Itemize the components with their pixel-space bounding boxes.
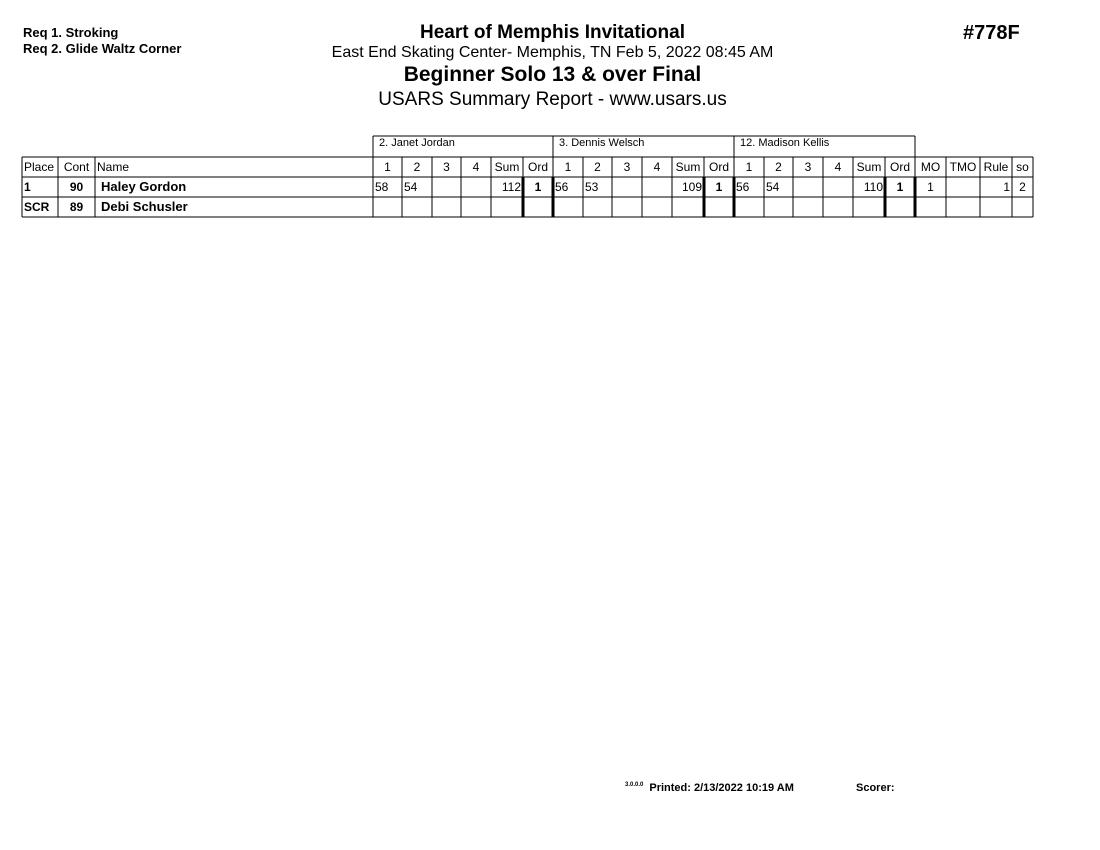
column-header-tmo: TMO: [949, 160, 977, 174]
cell-score-1: 56: [555, 180, 569, 194]
print-footer: [625, 782, 794, 794]
column-header-judge-2-2: 2: [594, 160, 601, 174]
cell-score-3: [434, 198, 459, 216]
cell-score-2: [404, 198, 430, 216]
column-header-judge-3-2: 2: [775, 160, 782, 174]
cell-rule: [982, 198, 1010, 216]
column-header-so: so: [1016, 160, 1029, 174]
cell-mo: 1: [927, 180, 934, 194]
cell-score-3: [614, 198, 640, 216]
cell-cont: 90: [69, 180, 84, 194]
cell-score-3: [434, 178, 459, 196]
cell-score-4: [825, 198, 851, 216]
column-header-judge-3-1: 1: [745, 160, 753, 174]
column-header-judge-1-ord: Ord: [527, 160, 548, 174]
event-title: Beginner Solo 13 & over Final: [403, 63, 702, 86]
cell-ord: [706, 198, 732, 216]
cell-score-2: [585, 198, 610, 216]
cell-score-2: [766, 198, 791, 216]
cell-ord: 1: [896, 180, 904, 194]
cell-tmo: [948, 178, 978, 196]
judge-name: 2. Janet Jordan: [379, 137, 455, 149]
cell-score-3: [795, 198, 821, 216]
column-header-place: Place: [24, 160, 55, 174]
cell-rule: 1: [1003, 180, 1010, 194]
cell-score-1: [375, 198, 400, 216]
cell-score-1: [736, 198, 762, 216]
cell-sum: 110: [863, 180, 883, 194]
cell-cont: 89: [69, 200, 84, 214]
cell-score-3: [795, 178, 821, 196]
column-header-judge-3-sum: Sum: [856, 160, 882, 174]
cell-score-4: [463, 198, 489, 216]
cell-sum: 112: [501, 180, 521, 194]
cell-score-1: [555, 198, 581, 216]
printed-timestamp: Printed: 2/13/2022 10:19 AM: [649, 782, 794, 794]
column-header-judge-2-sum: Sum: [675, 160, 701, 174]
cell-ord: [525, 198, 551, 216]
column-header-judge-3-3: 3: [804, 160, 812, 174]
cell-ord: 1: [715, 180, 723, 194]
column-header-judge-2-4: 4: [653, 160, 661, 174]
cell-score-4: [463, 178, 489, 196]
cell-sum: 109: [681, 180, 702, 194]
column-header-judge-3-ord: Ord: [889, 160, 910, 174]
column-header-judge-2-3: 3: [623, 160, 631, 174]
column-header-judge-1-2: 2: [413, 160, 421, 174]
column-header-rule: Rule: [983, 160, 1009, 174]
requirement-1: Req 1. Stroking: [23, 25, 119, 40]
cell-so: 2: [1019, 180, 1026, 194]
cell-mo: [917, 198, 944, 216]
report-title: USARS Summary Report - www.usars.us: [378, 89, 727, 110]
column-header-judge-1-3: 3: [443, 160, 450, 174]
competition-title: Heart of Memphis Invitational: [420, 22, 685, 43]
cell-score-4: [644, 198, 670, 216]
cell-score-2: 54: [404, 180, 418, 194]
cell-score-4: [825, 178, 851, 196]
judge-name: 12. Madison Kellis: [740, 137, 830, 149]
cell-score-4: [644, 178, 670, 196]
cell-name: Haley Gordon: [101, 179, 187, 194]
column-header-judge-2-ord: Ord: [708, 160, 729, 174]
event-id: #778F: [963, 22, 1020, 44]
cell-sum: [493, 198, 521, 216]
column-header-mo: MO: [920, 160, 941, 174]
column-header-judge-2-1: 1: [564, 160, 572, 174]
cell-sum: [855, 198, 883, 216]
cell-ord: 1: [534, 180, 542, 194]
cell-tmo: [948, 198, 978, 216]
column-header-judge-3-4: 4: [834, 160, 842, 174]
column-header-cont: Cont: [63, 160, 90, 174]
cell-sum: [674, 198, 702, 216]
cell-score-1: 58: [375, 180, 389, 194]
cell-place: 1: [24, 180, 31, 194]
judge-name: 3. Dennis Welsch: [559, 137, 645, 149]
column-header-judge-1-1: 1: [384, 160, 391, 174]
cell-score-3: [614, 178, 640, 196]
cell-name: Debi Schusler: [101, 199, 188, 214]
requirement-2: Req 2. Glide Waltz Corner: [23, 41, 182, 56]
cell-so: [1014, 198, 1031, 216]
scorer-label: Scorer:: [856, 782, 895, 794]
version-number: 3.0.0.0: [625, 782, 644, 789]
venue-date: East End Skating Center- Memphis, TN Feb 5, 2022 08:45 AM: [331, 44, 774, 61]
cell-place: SCR: [24, 200, 50, 214]
cell-score-2: 54: [766, 180, 780, 194]
column-header-name: Name: [97, 160, 130, 174]
column-header-judge-1-4: 4: [472, 160, 480, 174]
column-header-judge-1-sum: Sum: [494, 160, 520, 174]
cell-score-2: 53: [585, 180, 599, 194]
cell-score-1: 56: [736, 180, 750, 194]
cell-ord: [887, 198, 913, 216]
